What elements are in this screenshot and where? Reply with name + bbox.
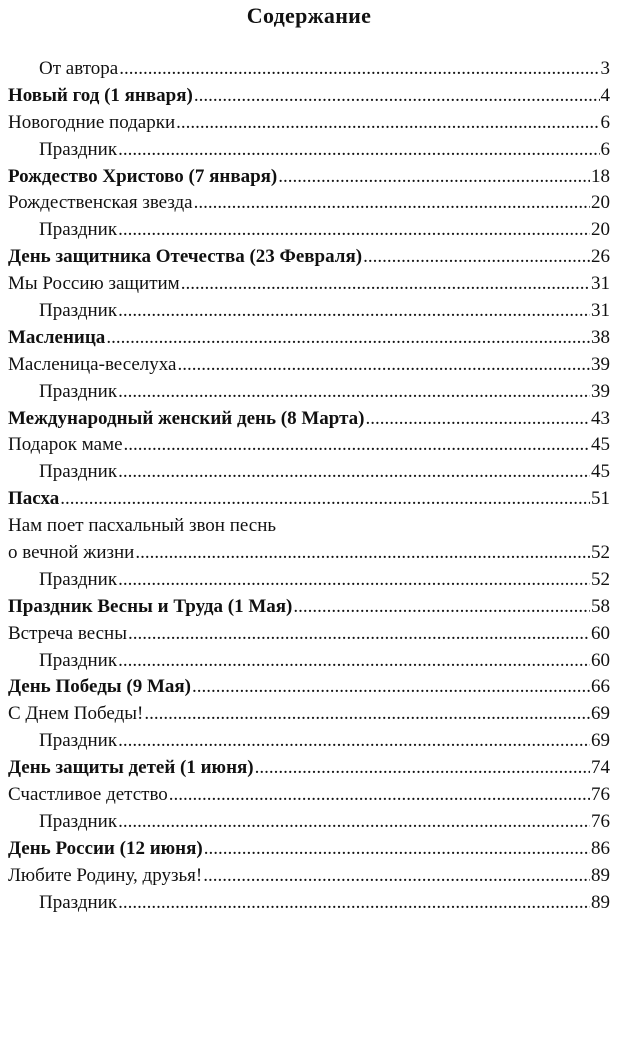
toc-page-number: 31 [591,273,610,295]
toc-entry[interactable] [0,863,618,890]
dot-leader [118,728,590,755]
toc-entry[interactable] [0,271,618,298]
toc-entry-title: Праздник [39,219,118,241]
toc-entry[interactable] [0,809,618,836]
toc-entry-continued [0,513,618,540]
toc-section-heading[interactable] [0,83,618,110]
toc-entry-title: о вечной жизни [8,542,135,564]
dot-leader [135,540,590,567]
dot-leader [106,325,590,352]
dot-leader [192,674,590,701]
toc-page-number: 86 [591,837,610,859]
toc-page-number: 76 [591,810,610,832]
toc-entry-title: День России (12 июня) [8,837,203,859]
toc-page-number: 45 [591,461,610,483]
toc-entry[interactable] [0,137,618,164]
toc-entry[interactable] [0,701,618,728]
dot-leader [366,406,590,433]
dot-leader [204,836,590,863]
toc-entry-title: От автора [39,58,119,79]
toc-entry-title: Международный женский день (8 Марта) [8,407,365,429]
toc-page-number: 89 [591,891,610,913]
toc-entry-title: Нам поет пасхальный звон песнь [8,515,277,537]
toc-entry[interactable] [0,621,618,648]
toc-entry[interactable] [0,728,618,755]
dot-leader [118,217,590,244]
toc-section-heading[interactable] [0,836,618,863]
dot-leader [293,594,590,621]
toc-section-heading[interactable] [0,164,618,191]
table-of-contents [0,56,618,917]
toc-entry-title: Праздник [39,810,118,832]
toc-page-number: 31 [591,300,610,322]
dot-leader [60,486,590,513]
toc-entry-title: Масленица [8,326,106,348]
dot-leader [194,83,600,110]
toc-page-number: 52 [591,568,610,590]
toc-entry-title: С Днем Победы! [8,703,144,725]
toc-page-number: 4 [600,84,610,106]
toc-entry-title: Счастливое детство [8,784,168,806]
toc-entry-title: Новый год (1 января) [8,84,193,106]
toc-page-number: 89 [591,864,610,886]
dot-leader [128,621,590,648]
toc-page-number: 66 [591,676,610,698]
toc-entry-title: Подарок маме [8,434,123,456]
dot-leader [194,190,590,217]
page-title: Содержание [246,3,372,28]
toc-entry[interactable] [0,352,618,379]
toc-entry-title: Рождество Христово (7 января) [8,165,278,187]
dot-leader [118,298,590,325]
toc-entry-title: Праздник [39,461,118,483]
dot-leader [203,863,590,890]
toc-section-heading[interactable] [0,486,618,513]
toc-page-number: 3 [600,58,610,79]
toc-section-heading[interactable] [0,244,618,271]
toc-section-heading[interactable] [0,755,618,782]
toc-entry-title: День Победы (9 Мая) [8,676,192,698]
toc-entry[interactable] [0,648,618,675]
toc-entry-title: Праздник [39,649,118,671]
toc-entry-title: Любите Родину, друзья! [8,864,203,886]
toc-section-heading[interactable] [0,406,618,433]
toc-entry-title: Праздник [39,300,118,322]
dot-leader [278,164,590,191]
toc-entry-title: Встреча весны [8,622,127,644]
toc-page-number: 39 [591,380,610,402]
dot-leader [118,890,590,917]
toc-entry[interactable] [0,217,618,244]
toc-page-number: 60 [591,622,610,644]
dot-leader [118,379,590,406]
toc-entry-title: День защиты детей (1 июня) [8,757,254,779]
toc-entry-title: Праздник Весны и Труда (1 Мая) [8,595,293,617]
toc-entry-title: Новогодние подарки [8,111,176,133]
toc-page-number: 43 [591,407,610,429]
toc-page-number: 52 [591,542,610,564]
toc-entry[interactable] [0,110,618,137]
toc-section-heading[interactable] [0,594,618,621]
dot-leader [118,459,590,486]
dot-leader [119,56,599,83]
toc-page-number: 69 [591,703,610,725]
dot-leader [118,648,590,675]
toc-entry-title: Праздник [39,380,118,402]
toc-entry-title: Мы Россию защитим [8,273,180,295]
toc-entry[interactable] [0,190,618,217]
toc-page-number: 60 [591,649,610,671]
toc-page-number: 20 [591,219,610,241]
toc-entry[interactable] [0,298,618,325]
toc-section-heading[interactable] [0,325,618,352]
dot-leader [124,432,590,459]
toc-page-number: 26 [591,246,610,268]
dot-leader [118,809,590,836]
toc-entry[interactable] [0,782,618,809]
dot-leader [169,782,590,809]
toc-page-number: 18 [591,165,610,187]
toc-page-number: 58 [591,595,610,617]
dot-leader [177,352,590,379]
toc-entry[interactable] [0,890,618,917]
dot-leader [181,271,590,298]
toc-entry-title: Праздник [39,138,118,160]
toc-entry-title: Рождественская звезда [8,192,193,214]
toc-entry-title: Праздник [39,891,118,913]
toc-page-number: 76 [591,784,610,806]
dot-leader [363,244,590,271]
dot-leader [118,567,590,594]
toc-page-number: 39 [591,353,610,375]
toc-page-number: 6 [600,138,610,160]
toc-entry-title: Масленица-веселуха [8,353,177,375]
dot-leader [255,755,590,782]
toc-entry-title: Праздник [39,568,118,590]
toc-entry[interactable] [0,459,618,486]
toc-page-number: 74 [591,757,610,779]
toc-page-number: 6 [600,111,610,133]
toc-entry[interactable] [0,432,618,459]
toc-page-number: 69 [591,730,610,752]
toc-page-number: 45 [591,434,610,456]
toc-entry[interactable] [0,379,618,406]
toc-page-number: 38 [591,326,610,348]
toc-page-number: 20 [591,192,610,214]
toc-entry[interactable] [0,567,618,594]
dot-leader [118,137,599,164]
toc-entry-title: Пасха [8,488,60,510]
toc-entry[interactable] [0,56,618,83]
toc-entry-title: Праздник [39,730,118,752]
dot-leader [176,110,599,137]
toc-page-number: 51 [591,488,610,510]
toc-entry-title: День защитника Отечества (23 Февраля) [8,246,363,268]
toc-entry[interactable] [0,540,618,567]
dot-leader [144,701,590,728]
toc-section-heading[interactable] [0,674,618,701]
